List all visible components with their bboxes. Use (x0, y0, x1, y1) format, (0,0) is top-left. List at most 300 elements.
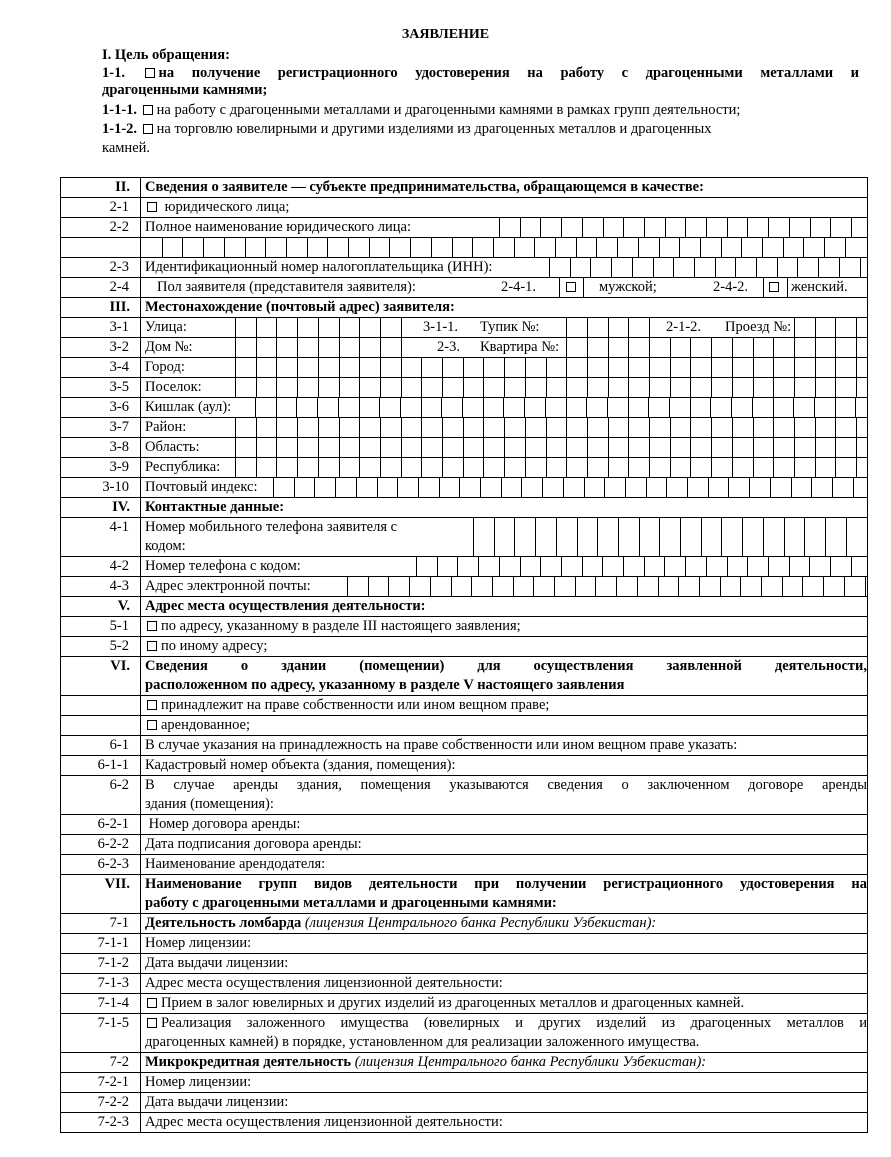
entry-box-divider (276, 458, 277, 477)
entry-box-divider (851, 557, 852, 576)
entry-box-divider (741, 238, 742, 257)
entry-box-divider (794, 418, 795, 437)
entry-box-divider (603, 218, 604, 237)
entry-box-divider (546, 458, 547, 477)
entry-box-divider (727, 557, 728, 576)
entry-box-divider (685, 557, 686, 576)
row-2-2-blank (61, 238, 868, 258)
entry-box-divider (749, 478, 750, 497)
entry-box-divider (525, 458, 526, 477)
purpose-1-1-2-cont: камней. (102, 140, 151, 156)
entry-box-divider (856, 458, 857, 477)
entry-box-divider (493, 238, 494, 257)
entry-box-divider (815, 418, 816, 437)
entry-box-divider (773, 338, 774, 357)
entry-box-divider (587, 318, 588, 337)
entry-box-divider (747, 218, 748, 237)
entry-box-divider (587, 418, 588, 437)
entry-box-divider (752, 398, 753, 417)
entry-box-divider (720, 577, 721, 596)
entry-box-divider (463, 378, 464, 397)
entry-box-divider (690, 378, 691, 397)
entry-box-divider (463, 458, 464, 477)
entry-box-divider (770, 478, 771, 497)
entry-box-divider (380, 458, 381, 477)
entry-box-divider (389, 238, 390, 257)
entry-box-divider (401, 438, 402, 457)
entry-box-divider (753, 438, 754, 457)
entry-box-divider (773, 378, 774, 397)
row-7-2-3: 7-2-3 Адрес места осуществления лицензионной деятельности: (61, 1113, 868, 1133)
entry-box-divider (670, 338, 671, 357)
entry-box-divider (732, 438, 733, 457)
entry-box-divider (851, 218, 852, 237)
entry-box-divider (499, 557, 500, 576)
entry-box-divider (514, 518, 515, 556)
entry-box-divider (608, 318, 609, 337)
document-title: ЗАЯВЛЕНИЕ (401, 27, 490, 42)
entry-box-divider (235, 358, 236, 377)
entry-box-divider (856, 418, 857, 437)
entry-box-divider (625, 478, 626, 497)
entry-box-divider (380, 438, 381, 457)
entry-box-divider (664, 557, 665, 576)
row-6-1-1: 6-1-1 Кадастровый номер объекта (здания, помещения): (61, 756, 868, 776)
entry-box-divider (235, 338, 236, 357)
entry-box-divider (773, 438, 774, 457)
entry-box-divider (380, 418, 381, 437)
entry-box-divider (649, 358, 650, 377)
entry-box-divider (256, 358, 257, 377)
checkbox[interactable] (147, 621, 157, 631)
checkbox[interactable] (147, 1018, 157, 1028)
row-7-1-2: 7-1-2 Дата выдачи лицензии: (61, 954, 868, 974)
entry-box-divider (256, 438, 257, 457)
entry-box-divider (587, 378, 588, 397)
entry-box-divider (356, 478, 357, 497)
entry-box-divider (587, 338, 588, 357)
section-row-VI: VI. Сведения о здании (помещении) для осуществления заявленной деятельности, расположенном по адресу, указанному в разделе V настоящего заявления (61, 657, 868, 696)
entry-box-divider (665, 218, 666, 237)
entry-box-divider (856, 378, 857, 397)
entry-box-divider (437, 557, 438, 576)
section-1-heading: I. Цель обращения: (102, 47, 230, 63)
entry-box-divider (711, 358, 712, 377)
entry-box-divider (596, 238, 597, 257)
entry-box-divider (401, 378, 402, 397)
entry-box-divider (224, 238, 225, 257)
row-3-4: 3-4 Город: (61, 358, 868, 378)
entry-box-divider (753, 358, 754, 377)
entry-box-divider (546, 418, 547, 437)
entry-box-divider (276, 358, 277, 377)
entry-box-divider (835, 358, 836, 377)
entry-box-divider (401, 318, 402, 337)
entry-box-divider (442, 358, 443, 377)
entry-box-divider (380, 338, 381, 357)
entry-box-divider (463, 358, 464, 377)
entry-box-divider (524, 398, 525, 417)
entry-box-divider (835, 458, 836, 477)
entry-box-divider (256, 318, 257, 337)
entry-box-divider (735, 258, 736, 277)
entry-box-divider (597, 518, 598, 556)
entry-box-divider (377, 478, 378, 497)
entry-box-divider (535, 518, 536, 556)
female-checkbox[interactable] (769, 282, 779, 292)
entry-box-divider (584, 478, 585, 497)
entry-box-divider (753, 378, 754, 397)
entry-box-divider (463, 438, 464, 457)
entry-box-divider (658, 577, 659, 596)
entry-box-divider (533, 577, 534, 596)
entry-box-divider (753, 338, 754, 357)
entry-box-divider (797, 258, 798, 277)
row-3-6: 3-6 Кишлак (аул): (61, 398, 868, 418)
entry-box-divider (791, 478, 792, 497)
entry-box-divider (459, 478, 460, 497)
entry-box-divider (577, 518, 578, 556)
entry-box-divider (794, 358, 795, 377)
entry-box-divider (542, 478, 543, 497)
entry-box-divider (359, 358, 360, 377)
entry-box-divider (773, 358, 774, 377)
entry-box-divider (339, 378, 340, 397)
entry-box-divider (471, 577, 472, 596)
entry-box-divider (669, 398, 670, 417)
entry-box-divider (595, 577, 596, 596)
entry-box-divider (421, 418, 422, 437)
entry-box-divider (856, 338, 857, 357)
row-3-10: 3-10 Почтовый индекс: (61, 478, 868, 498)
purpose-1-1-1: 1-1-1. на работу с драгоценными металлами и драгоценными камнями в рамках групп деятельности; (102, 102, 741, 118)
entry-box-divider (608, 458, 609, 477)
entry-box-divider (483, 438, 484, 457)
entry-box-divider (380, 318, 381, 337)
entry-box-divider (359, 318, 360, 337)
checkbox[interactable] (147, 998, 157, 1008)
entry-box-divider (608, 438, 609, 457)
entry-box-divider (540, 218, 541, 237)
entry-box-divider (623, 218, 624, 237)
entry-box-divider (276, 438, 277, 457)
entry-box-divider (421, 438, 422, 457)
entry-box-divider (401, 338, 402, 357)
entry-box-divider (563, 478, 564, 497)
entry-box-divider (646, 478, 647, 497)
entry-box-divider (628, 398, 629, 417)
entry-box-divider (504, 418, 505, 437)
entry-box-divider (348, 238, 349, 257)
entry-box-divider (649, 418, 650, 437)
entry-box-divider (608, 378, 609, 397)
entry-box-divider (483, 358, 484, 377)
entry-box-divider (706, 557, 707, 576)
entry-box-divider (679, 238, 680, 257)
entry-box-divider (480, 478, 481, 497)
entry-box-divider (570, 258, 571, 277)
entry-box-divider (649, 458, 650, 477)
entry-box-divider (690, 438, 691, 457)
entry-box-divider (401, 458, 402, 477)
entry-box-divider (265, 238, 266, 257)
entry-box-divider (815, 318, 816, 337)
entry-box-divider (296, 398, 297, 417)
entry-box-divider (617, 238, 618, 257)
row-6-2-1: 6-2-1 Номер договора аренды: (61, 815, 868, 835)
entry-box-divider (256, 378, 257, 397)
entry-box-divider (845, 238, 846, 257)
entry-box-divider (359, 378, 360, 397)
entry-box-divider (235, 438, 236, 457)
entry-box-divider (478, 557, 479, 576)
entry-box-divider (815, 438, 816, 457)
checkbox[interactable] (145, 68, 155, 78)
entry-box-divider (632, 258, 633, 277)
entry-box-divider (546, 378, 547, 397)
entry-box-divider (483, 418, 484, 437)
entry-box-divider (628, 338, 629, 357)
entry-box-divider (608, 418, 609, 437)
entry-box-divider (359, 438, 360, 457)
entry-box-divider (804, 518, 805, 556)
checkbox[interactable] (147, 720, 157, 730)
checkbox[interactable] (147, 700, 157, 710)
entry-box-divider (276, 418, 277, 437)
entry-box-divider (670, 458, 671, 477)
entry-box-divider (327, 238, 328, 257)
entry-box-divider (700, 238, 701, 257)
entry-box-divider (339, 318, 340, 337)
entry-box-divider (628, 358, 629, 377)
section-row-II: II. Сведения о заявителе — субъекте предпринимательства, обращающемся в качестве: (61, 178, 868, 198)
row-6-2-2: 6-2-2 Дата подписания договора аренды: (61, 835, 868, 855)
row-4-1: 4-1 Номер мобильного телефона заявителя с кодом: (61, 518, 868, 557)
entry-box-divider (649, 438, 650, 457)
row-4-3: 4-3 Адрес электронной почты: (61, 577, 868, 597)
entry-box-divider (380, 358, 381, 377)
entry-box-divider (494, 518, 495, 556)
entry-box-divider (611, 258, 612, 277)
entry-box-divider (256, 418, 257, 437)
row-5-2: 5-2 по иному адресу; (61, 637, 868, 657)
checkbox[interactable] (143, 124, 153, 134)
entry-box-divider (628, 318, 629, 337)
entry-box-divider (297, 358, 298, 377)
entry-box-divider (818, 258, 819, 277)
entry-box-divider (359, 458, 360, 477)
entry-box-divider (835, 378, 836, 397)
entry-box-divider (690, 458, 691, 477)
entry-box-divider (400, 398, 401, 417)
entry-box-divider (318, 438, 319, 457)
entry-box-divider (416, 557, 417, 576)
row-4-2: 4-2 Номер телефона с кодом: (61, 557, 868, 577)
entry-box-divider (556, 518, 557, 556)
entry-box-divider (335, 478, 336, 497)
entry-box-divider (825, 518, 826, 556)
entry-box-divider (576, 238, 577, 257)
entry-box-divider (666, 478, 667, 497)
entry-box-divider (473, 518, 474, 556)
entry-box-divider (534, 238, 535, 257)
entry-box-divider (442, 378, 443, 397)
entry-box-divider (566, 418, 567, 437)
entry-box-divider (815, 338, 816, 357)
entry-box-divider (628, 438, 629, 457)
entry-box-divider (839, 258, 840, 277)
entry-box-divider (525, 418, 526, 437)
entry-box-divider (768, 218, 769, 237)
entry-box-divider (649, 378, 650, 397)
entry-box-divider (732, 338, 733, 357)
entry-box-divider (566, 338, 567, 357)
entry-box-divider (711, 338, 712, 357)
section-row-V: V. Адрес места осуществления деятельности: (61, 597, 868, 617)
entry-box-divider (318, 358, 319, 377)
entry-box-divider (546, 438, 547, 457)
entry-box-divider (276, 318, 277, 337)
entry-box-divider (545, 398, 546, 417)
entry-box-divider (644, 218, 645, 237)
checkbox[interactable] (147, 641, 157, 651)
entry-box-divider (410, 238, 411, 257)
entry-box-divider (566, 458, 567, 477)
entry-box-divider (835, 338, 836, 357)
row-2-2: 2-2 Полное наименование юридического лица: (61, 218, 868, 238)
entry-box-divider (628, 378, 629, 397)
purpose-1-1: 1-1. на получение регистрационного удостоверения на работу с драгоценными металлами и (102, 65, 859, 81)
entry-box-divider (276, 398, 277, 417)
entry-box-divider (670, 438, 671, 457)
entry-box-divider (235, 458, 236, 477)
entry-box-divider (639, 518, 640, 556)
entry-box-divider (694, 258, 695, 277)
entry-box-divider (773, 398, 774, 417)
entry-box-divider (582, 218, 583, 237)
male-checkbox[interactable] (566, 282, 576, 292)
entry-box-divider (835, 398, 836, 417)
entry-box-divider (710, 398, 711, 417)
entry-box-divider (501, 478, 502, 497)
row-3-7: 3-7 Район: (61, 418, 868, 438)
entry-box-divider (802, 577, 803, 596)
entry-box-divider (339, 358, 340, 377)
entry-box-divider (457, 557, 458, 576)
entry-box-divider (740, 577, 741, 596)
entry-box-divider (483, 398, 484, 417)
entry-box-divider (678, 577, 679, 596)
entry-box-divider (561, 218, 562, 237)
entry-box-divider (504, 458, 505, 477)
entry-box-divider (794, 378, 795, 397)
checkbox[interactable] (147, 202, 157, 212)
entry-box-divider (644, 557, 645, 576)
entry-box-divider (421, 378, 422, 397)
entry-box-divider (711, 458, 712, 477)
entry-box-divider (483, 458, 484, 477)
entry-box-divider (235, 418, 236, 437)
entry-box-divider (810, 218, 811, 237)
row-2-4: 2-4 Пол заявителя (представителя заявителя): 2-4-1. мужской; 2-4-2. женский. (61, 278, 868, 298)
row-5-1: 5-1 по адресу, указанному в разделе III настоящего заявления; (61, 617, 868, 637)
entry-box-divider (504, 358, 505, 377)
row-VI-a: принадлежит на праве собственности или ином вещном праве; (61, 696, 868, 716)
entry-box-divider (616, 577, 617, 596)
entry-box-divider (297, 338, 298, 357)
entry-box-divider (670, 378, 671, 397)
entry-box-divider (768, 557, 769, 576)
entry-box-divider (409, 577, 410, 596)
entry-box-divider (628, 418, 629, 437)
entry-box-divider (297, 458, 298, 477)
entry-box-divider (830, 557, 831, 576)
entry-box-divider (514, 238, 515, 257)
entry-box-divider (503, 398, 504, 417)
entry-box-divider (182, 238, 183, 257)
entry-box-divider (520, 557, 521, 576)
entry-box-divider (815, 378, 816, 397)
entry-box-divider (711, 378, 712, 397)
entry-box-divider (314, 478, 315, 497)
entry-box-divider (525, 378, 526, 397)
entry-box-divider (835, 418, 836, 437)
row-3-8: 3-8 Область: (61, 438, 868, 458)
entry-box-divider (513, 577, 514, 596)
entry-box-divider (549, 258, 550, 277)
entry-box-divider (586, 398, 587, 417)
entry-box-divider (297, 438, 298, 457)
entry-box-divider (499, 218, 500, 237)
entry-box-divider (815, 358, 816, 377)
entry-box-divider (607, 398, 608, 417)
entry-box-divider (401, 418, 402, 437)
entry-box-divider (463, 418, 464, 437)
entry-box-divider (794, 338, 795, 357)
entry-box-divider (690, 358, 691, 377)
entry-box-divider (546, 358, 547, 377)
section-row-IV: IV. Контактные данные: (61, 498, 868, 518)
entry-box-divider (856, 318, 857, 337)
entry-box-divider (853, 478, 854, 497)
entry-box-divider (721, 518, 722, 556)
entry-box-divider (602, 557, 603, 576)
entry-box-divider (297, 378, 298, 397)
entry-box-divider (721, 238, 722, 257)
entry-box-divider (835, 318, 836, 337)
entry-box-divider (256, 338, 257, 357)
entry-box-divider (566, 398, 567, 417)
entry-box-divider (294, 478, 295, 497)
entry-box-divider (575, 577, 576, 596)
entry-box-divider (659, 238, 660, 257)
entry-box-divider (452, 238, 453, 257)
entry-box-divider (690, 338, 691, 357)
entry-box-divider (830, 218, 831, 237)
row-7-1-5: 7-1-5 Реализация заложенного имущества (ювелирных и других изделий из драгоценных металлов и драгоценных камней) в порядке, установленном для реализации заложенного имущества. (61, 1014, 868, 1053)
entry-box-divider (521, 478, 522, 497)
entry-box-divider (318, 418, 319, 437)
entry-box-divider (462, 398, 463, 417)
entry-box-divider (286, 238, 287, 257)
checkbox[interactable] (143, 105, 153, 115)
entry-box-divider (587, 458, 588, 477)
entry-box-divider (504, 438, 505, 457)
entry-box-divider (566, 318, 567, 337)
entry-box-divider (431, 238, 432, 257)
entry-box-divider (856, 358, 857, 377)
entry-box-divider (823, 577, 824, 596)
